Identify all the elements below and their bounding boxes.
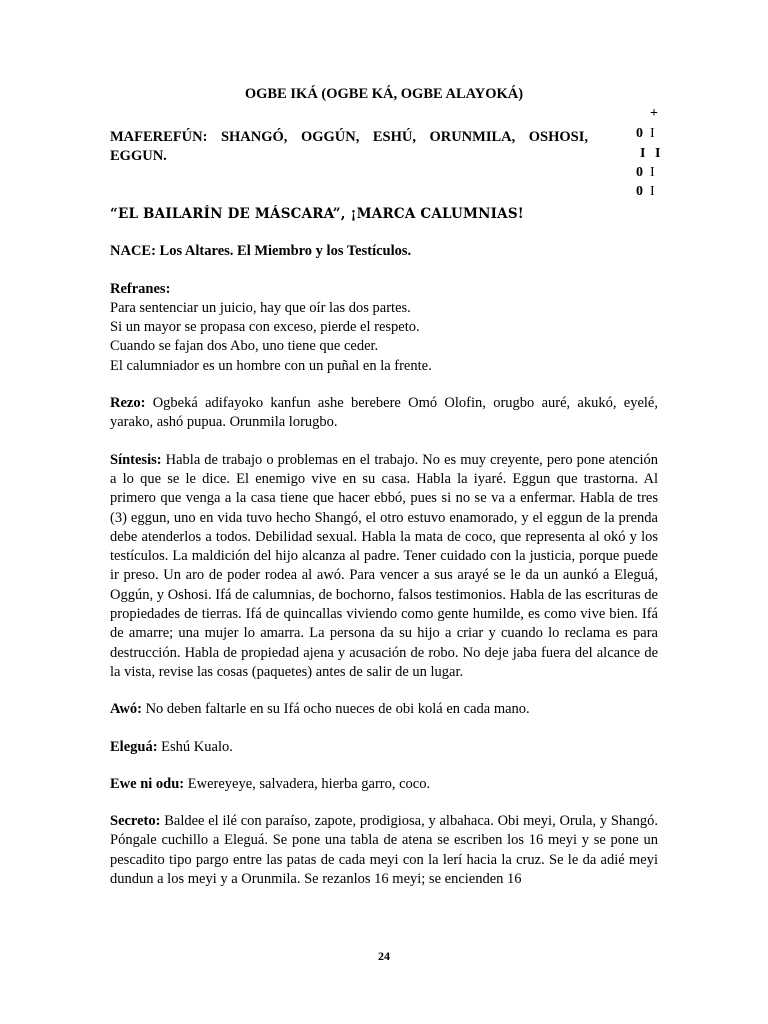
motto-heading: “EL BAILARÍN DE MÁSCARA”, ¡MARCA CALUMNIAS!	[110, 206, 524, 222]
nace-label: NACE:	[110, 243, 156, 260]
odu-sign-row-3	[636, 165, 666, 181]
odu-sign-row-2	[640, 146, 670, 162]
page-title: OGBE IKÁ (OGBE KÁ, OGBE ALAYOKÁ)	[244, 86, 524, 102]
secreto-paragraph	[110, 812, 658, 889]
maferefun-line-1: MAFEREFÚN: SHANGÓ, OGGÚN, ESHÚ, ORUNMILA, OSHOSI,	[110, 129, 588, 145]
odu-sign-mark: I I	[640, 146, 664, 161]
rezo-paragraph	[110, 394, 658, 433]
odu-sign-row-1	[636, 126, 666, 142]
elegua-text: Eshú Kualo.	[157, 738, 233, 755]
refran-line: Para sentenciar un juicio, hay que oír las dos partes.	[110, 299, 411, 316]
refranes-label: Refranes:	[110, 280, 171, 297]
page-number: 24	[378, 949, 390, 963]
ewe-label: Ewe ni odu:	[110, 775, 185, 792]
odu-sign-mark: 0	[636, 184, 643, 199]
sintesis-paragraph	[110, 451, 658, 683]
rezo-label: Rezo:	[110, 395, 146, 412]
refranes-label-line	[110, 280, 658, 299]
odu-sign-mark: 0	[636, 126, 643, 141]
refran-line: Si un mayor se propasa con exceso, pierde el respeto.	[110, 319, 420, 336]
odu-sign-mark: I	[650, 184, 655, 199]
elegua-paragraph	[110, 738, 658, 757]
nace-text: Los Altares. El Miembro y los Testículos.	[155, 243, 412, 260]
document-body	[110, 205, 658, 907]
maferefun-line-2: EGGUN.	[110, 148, 167, 164]
awo-text: No deben faltarle en su Ifá ocho nueces de obi kolá en cada mano.	[141, 701, 530, 718]
odu-plus-sign: +	[650, 106, 658, 121]
odu-sign-mark: I	[650, 126, 655, 141]
sintesis-text: Habla de trabajo o problemas en el trabajo. No es muy creyente, pero pone atención a lo que se le dice. El enemigo vive en su casa. Habla la iyaré. Eggun que trastorna. Al primero que venga a la casa tiene que hacer ebbó, pues si no se va a enfermar. Habla de tres (3) eggun, uno en vida tuvo hecho Shangó, el otro estuvo enamorado, y el eggun de la prenda debe atenderlos a todos. Debilidad sexual. Habla la mata de coco, que representa al okó y los testículos. La maldición del hijo alcanza al padre. Tener cuidado con la justicia, porque puede ir preso. Un aro de poder rodea al awó. Para vencer a sus arayé se le da un aunkó a Eleguá, Oggún, y Oshosi. Ifá de calumnias, de bochorno, falsos testimonios. Habla de las escrituras de propiedades de tierras. Ifá de quincallas viviendo como gente humilde, es como vive bien. Ifá de amarre; una mujer lo amarra. La persona da su hijo a criar y cuando lo reclama es para destrucción. Habla de propiedad ajena y acusación de robo. No deje jaba fuera del alcance de la vista, revise las cosas (paquetes) antes de salir de un lugar.	[110, 451, 658, 680]
awo-paragraph	[110, 700, 658, 719]
nace-paragraph	[110, 242, 658, 261]
sintesis-label: Síntesis:	[110, 451, 162, 468]
odu-sign-row-4	[636, 184, 666, 200]
elegua-label: Eleguá:	[110, 738, 158, 755]
secreto-label: Secreto:	[110, 813, 161, 830]
ewe-paragraph	[110, 775, 658, 794]
secreto-text: Baldee el ilé con paraíso, zapote, prodigiosa, y albahaca. Obi meyi, Orula, y Shangó. Póngale cuchillo a Eleguá. Se pone una tabla de atena se escriben los 16 meyi y se pone un pescadito tipo pargo entre las patas de cada meyi con la lerí hacia la cruz. Se le da adié meyi dundun a los meyi y a Orunmila. Se rezanlos 16 meyi; se encienden 16	[110, 813, 658, 888]
refran-line: Cuando se fajan dos Abo, uno tiene que ceder.	[110, 338, 379, 355]
rezo-text: Ogbeká adifayoko kanfun ashe berebere Omó Olofin, orugbo auré, akukó, eyelé, yarako, ashó pupua. Orunmila lorugbo.	[110, 395, 658, 431]
odu-sign-mark: I	[650, 165, 655, 180]
odu-sign-mark: 0	[636, 165, 643, 180]
maferefun-heading	[110, 128, 588, 166]
refranes-section	[110, 280, 658, 376]
ewe-text: Ewereyeye, salvadera, hierba garro, coco.	[184, 775, 431, 792]
awo-label: Awó:	[110, 701, 142, 718]
refran-line: El calumniador es un hombre con un puñal en la frente.	[110, 357, 432, 374]
